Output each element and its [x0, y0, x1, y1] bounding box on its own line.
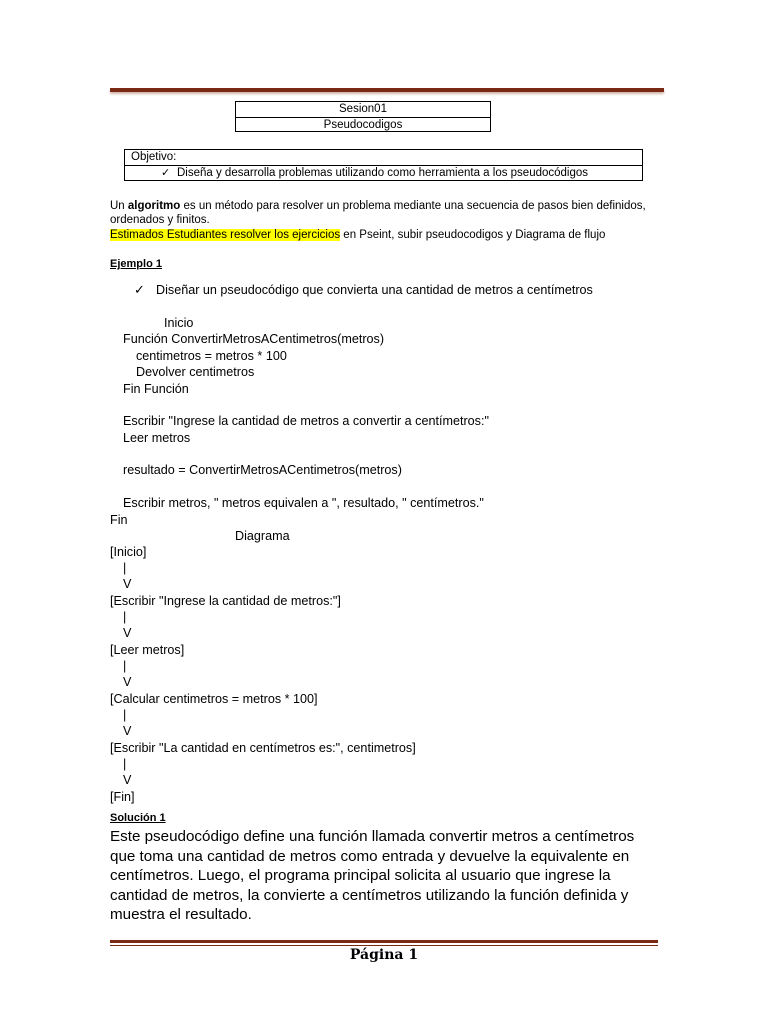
checkmark-icon: ✓ — [161, 167, 171, 179]
code-line: Devolver centimetros — [136, 365, 255, 379]
code-line: Fin — [110, 513, 128, 527]
intro-term: algoritmo — [127, 200, 181, 212]
solution-text: Este pseudocódigo define una función llamada convertir metros a centímetros que toma una cantidad de metros como entrada y devuelve la equivalente en centímetros. Luego, el programa principal solicita al usuario que ingrese la cantidad de metros, la convierte a centímetros utilizando la función definida y muestra el resultado. — [110, 828, 635, 924]
instruction-line — [110, 228, 670, 242]
code-line: Escribir metros, " metros equivalen a ", resultado, " centímetros." — [123, 496, 484, 510]
code-line: Función ConvertirMetrosACentimetros(metros) — [123, 332, 385, 346]
intro-prefix: Un — [110, 200, 128, 212]
intro-paragraph — [110, 199, 670, 227]
code-line: Inicio — [164, 316, 194, 330]
code-line: Escribir "Ingrese la cantidad de metros a convertir a centímetros:" — [123, 414, 489, 428]
diagram-line: [Fin] — [110, 790, 135, 804]
code-line: Fin Función — [123, 382, 189, 396]
diagram-line: V — [123, 626, 132, 640]
page-number: Página 1 — [349, 947, 419, 963]
subject-title: Pseudocodigos — [236, 117, 490, 133]
diagram-line: | — [123, 757, 127, 771]
diagram-line: [Calcular centimetros = metros * 100] — [110, 692, 318, 706]
diagram-line: | — [123, 610, 127, 624]
example-heading: Ejemplo 1 — [110, 258, 162, 270]
checkmark-icon: ✓ — [134, 282, 145, 297]
intro-rest: es un método para resolver un problema mediante una secuencia de pasos bien definidos, ordenados y finitos. — [110, 200, 646, 226]
footer-rule-thin — [110, 945, 658, 946]
diagram-line: | — [123, 708, 127, 722]
example-task-text: Diseñar un pseudocódigo que convierta una cantidad de metros a centímetros — [156, 283, 593, 297]
objective-label: Objetivo: — [125, 150, 642, 166]
solution-heading: Solución 1 — [110, 812, 166, 824]
diagram-line: | — [123, 659, 127, 673]
diagram-heading: Diagrama — [235, 529, 290, 543]
title-table — [235, 101, 491, 132]
diagram-line: [Escribir "Ingrese la cantidad de metros:"] — [110, 594, 341, 608]
diagram-line: V — [123, 773, 132, 787]
code-line: resultado = ConvertirMetrosACentimetros(metros) — [123, 463, 402, 477]
instruction-rest: en Pseint, subir pseudocodigos y Diagrama de flujo — [340, 229, 606, 241]
diagram-line: V — [123, 577, 132, 591]
code-line: centimetros = metros * 100 — [136, 349, 287, 363]
diagram-line: [Escribir "La cantidad en centímetros es:", centimetros] — [110, 741, 416, 755]
example-task — [134, 282, 593, 298]
code-line: Leer metros — [123, 431, 191, 445]
session-title: Sesion01 — [339, 103, 387, 115]
objective-item — [125, 166, 642, 181]
objective-table — [124, 149, 643, 181]
highlighted-instruction: Estimados Estudiantes resolver los ejercicios — [110, 229, 341, 241]
diagram-line: | — [123, 561, 127, 575]
diagram-line: [Leer metros] — [110, 643, 185, 657]
diagram-line: V — [123, 675, 132, 689]
diagram-line: [Inicio] — [110, 545, 147, 559]
header-rule — [110, 88, 664, 92]
diagram-line: V — [123, 724, 132, 738]
objective-text: Diseña y desarrolla problemas utilizando como herramienta a los pseudocódigos — [177, 167, 589, 179]
footer-rule — [110, 940, 658, 943]
